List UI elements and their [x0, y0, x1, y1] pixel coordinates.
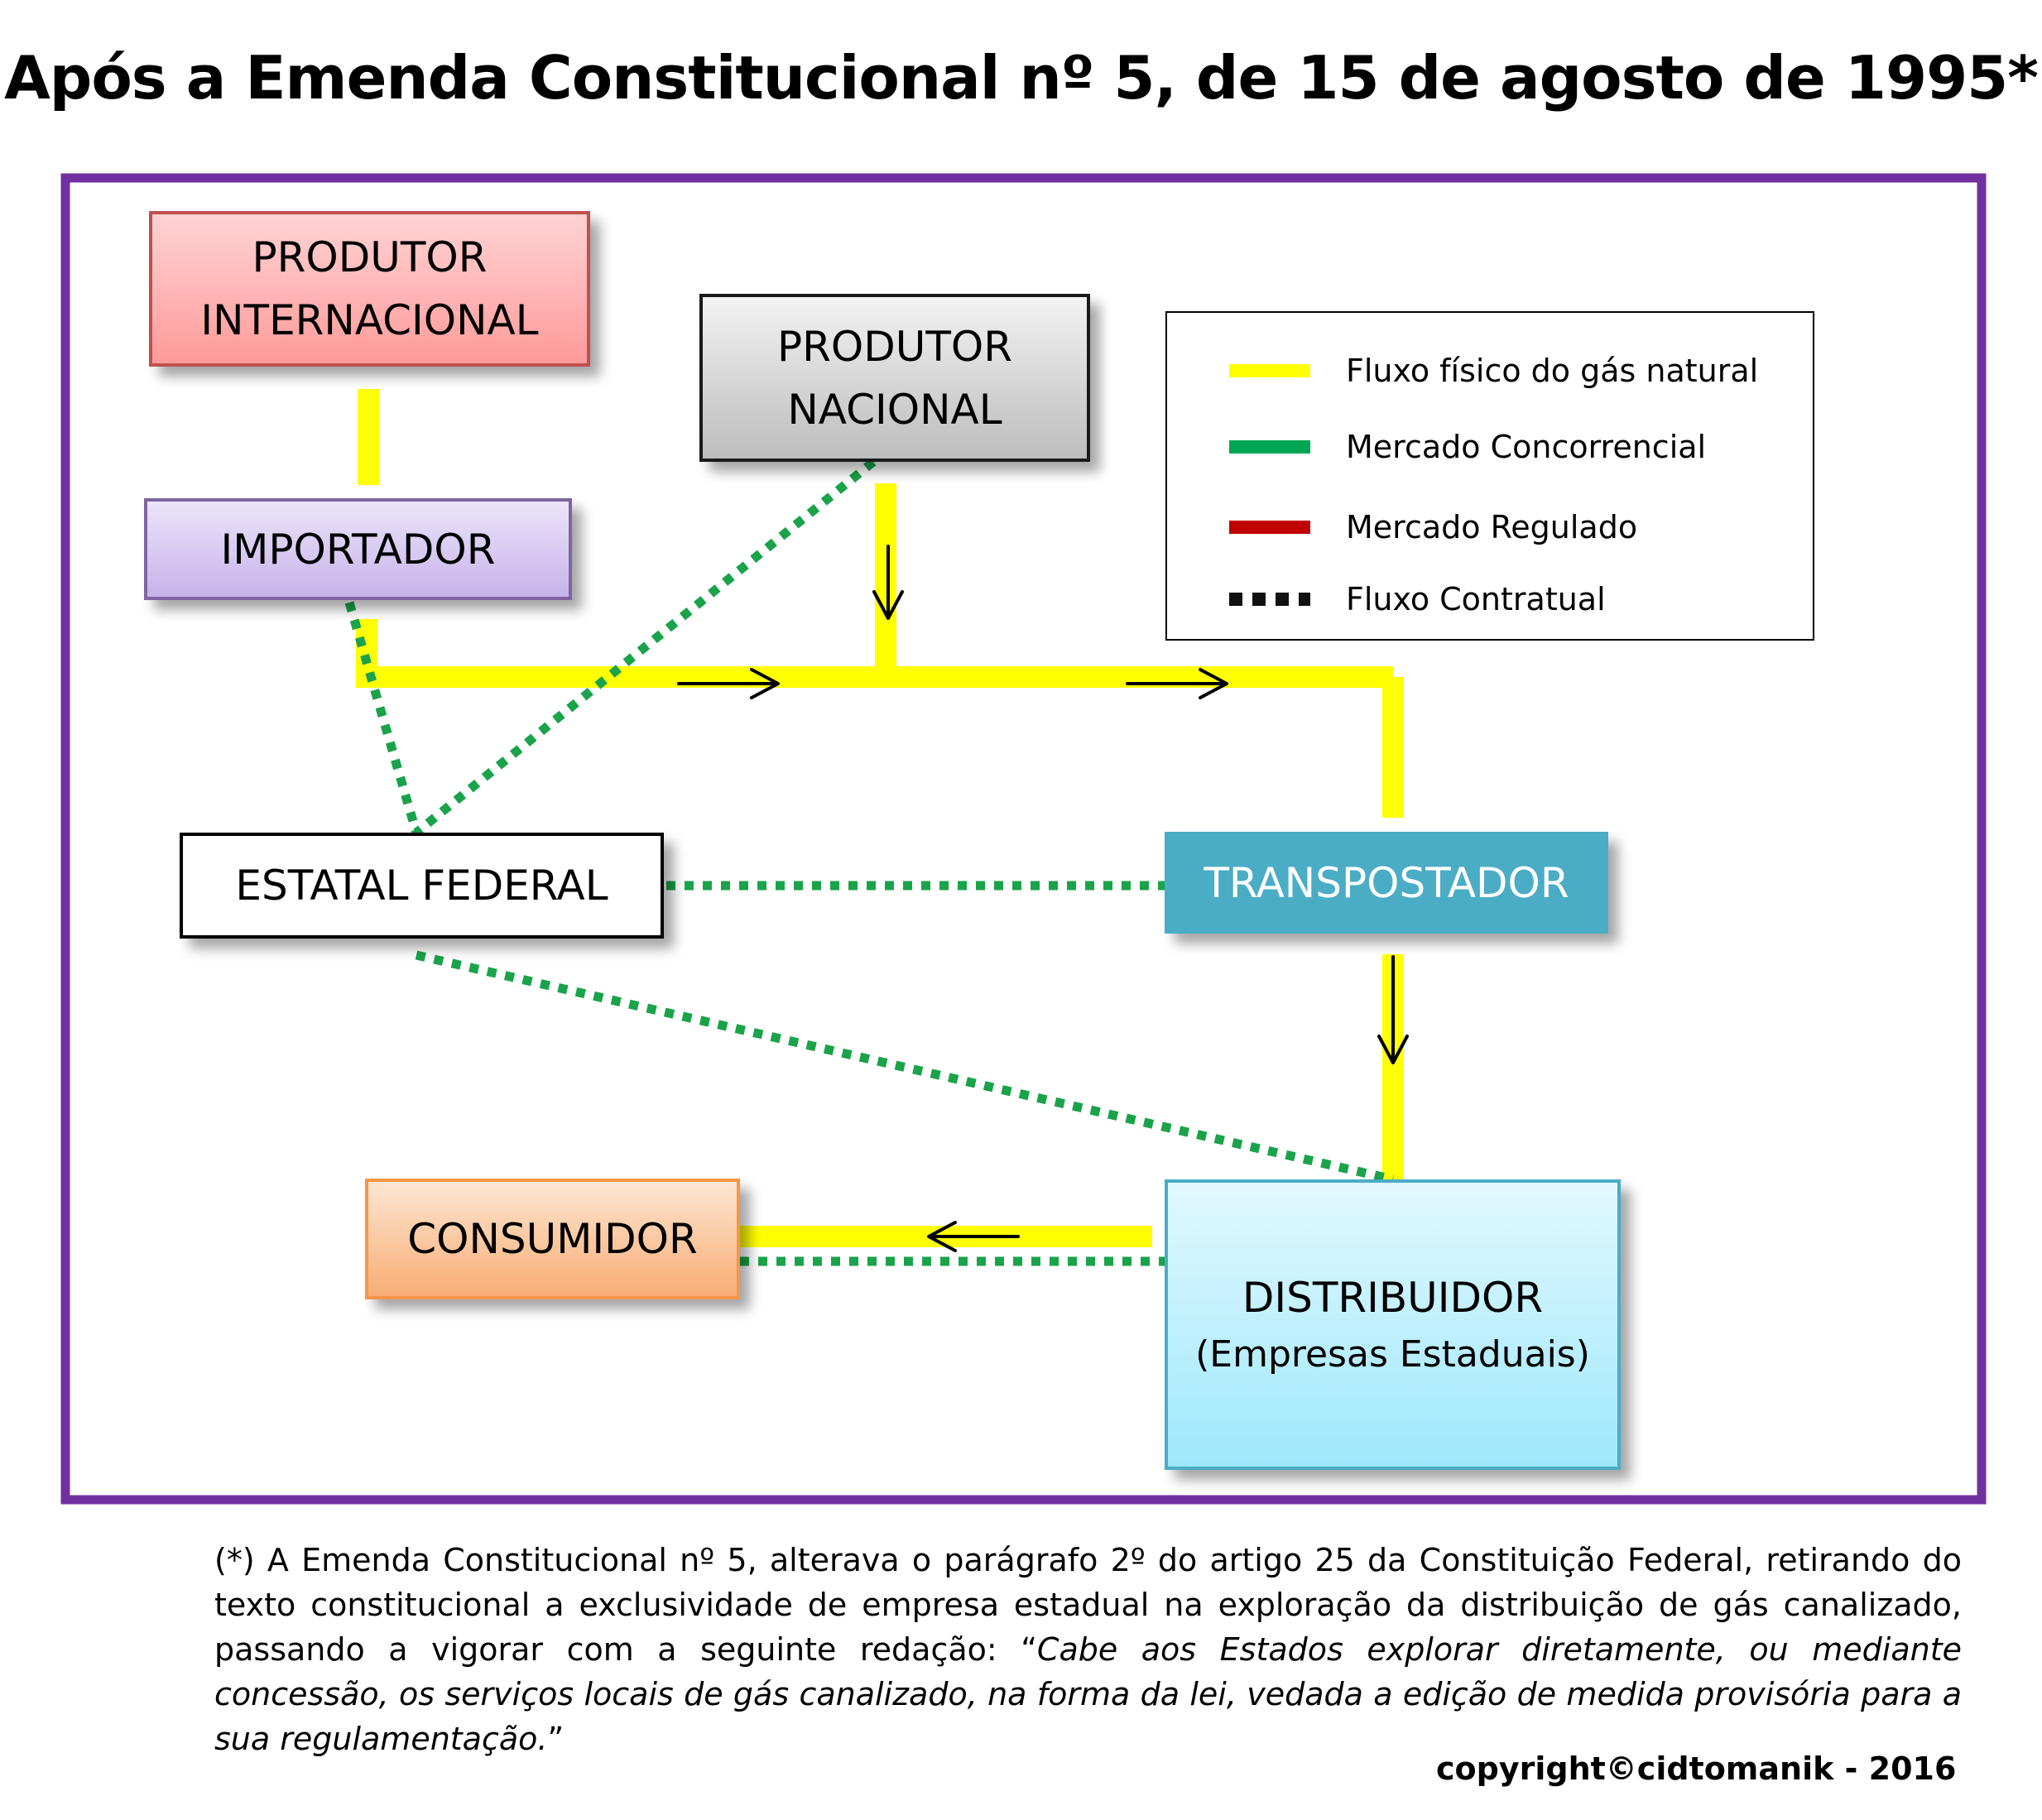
legend-swatch — [1229, 521, 1310, 534]
legend-swatch — [1229, 440, 1310, 454]
legend-item-regulated-market — [1167, 502, 1813, 552]
node-label: PRODUTOR — [777, 322, 1012, 371]
legend-label: Fluxo físico do gás natural — [1346, 353, 1759, 389]
legend-item-physical-flow — [1167, 346, 1813, 396]
legend-label: Mercado Regulado — [1346, 509, 1638, 545]
node-label: ESTATAL FEDERAL — [235, 862, 608, 910]
legend-swatch — [1229, 364, 1310, 377]
node-sublabel: (Empresas Estaduais) — [1195, 1333, 1590, 1376]
legend-item-contract-flow — [1167, 574, 1813, 624]
node-label: CONSUMIDOR — [407, 1215, 698, 1263]
node-produtor-nacional — [699, 294, 1090, 462]
node-label: TRANSPOSTADOR — [1204, 858, 1569, 907]
legend-label: Fluxo Contratual — [1346, 581, 1606, 617]
node-produtor-internacional — [149, 211, 590, 367]
node-estatal-federal — [180, 833, 664, 939]
legend-label: Mercado Concorrencial — [1346, 429, 1707, 465]
node-label: INTERNACIONAL — [200, 296, 539, 344]
footnote-intro: (*) A Emenda Constitucional nº 5, alterava o parágrafo 2º do artigo 25 da Constituição Federal, retirando do texto constitucional a exclusividade de empresa estadual na exploração da distribuição de gás canalizado, passando a vigorar com a seguinte redação: “ — [214, 1542, 1962, 1668]
copyright: copyright©cidtomanik - 2016 — [1436, 1750, 1957, 1787]
node-importador — [144, 498, 572, 600]
node-distribuidor — [1165, 1179, 1621, 1470]
node-label: IMPORTADOR — [220, 525, 496, 574]
footnote-close: ” — [547, 1721, 565, 1757]
footnote — [214, 1538, 1962, 1757]
node-transportador — [1165, 832, 1608, 934]
node-label: PRODUTOR — [252, 233, 488, 281]
node-consumidor — [365, 1179, 740, 1299]
page-title: Após a Emenda Constitucional nº 5, de 15 de agosto de 1995* — [4, 43, 2038, 113]
legend-item-competitive-market — [1167, 422, 1813, 472]
legend-swatch — [1229, 593, 1310, 606]
node-label: DISTRIBUIDOR — [1242, 1274, 1544, 1322]
legend — [1165, 311, 1814, 641]
footnote-quote: Cabe aos Estados explorar diretamente, ou mediante concessão, os serviços locais de gás canalizado, na forma da lei, vedada a edição de medida provisória para a sua regulamentação. — [214, 1631, 1962, 1757]
node-label: NACIONAL — [787, 385, 1002, 434]
